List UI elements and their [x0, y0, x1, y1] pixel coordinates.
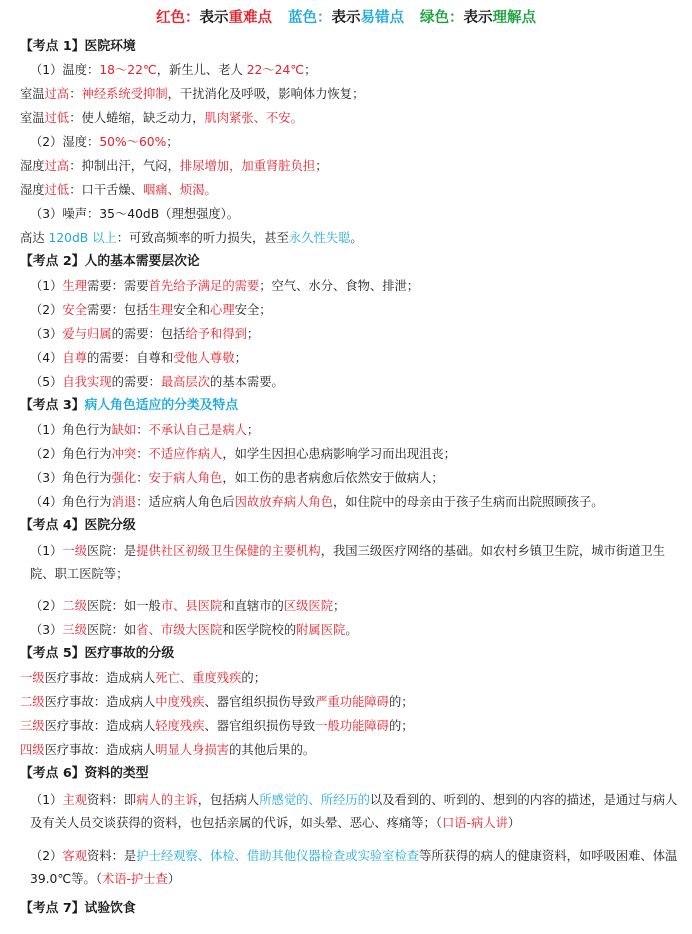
text-segment: ） [167, 872, 181, 886]
text-segment: 安全； [234, 303, 272, 317]
text-line [20, 229, 685, 247]
highlight-red: 生理 [148, 303, 174, 317]
highlight-red: 四级 [20, 743, 45, 757]
text-line [20, 693, 685, 711]
highlight-red: 二级 [20, 695, 45, 709]
highlight-red: 冲突 [111, 447, 137, 461]
text-segment: ：使人蜷缩，缺乏动力， [69, 111, 205, 125]
text-segment: ，如住院中的母亲由于孩子生病而出院照顾孩子。 [333, 495, 604, 509]
text-segment: 室温 [20, 87, 45, 101]
text-segment: ； [333, 599, 346, 613]
text-segment: 的； [388, 719, 414, 733]
highlight-red: 安全 [62, 303, 88, 317]
text-line [30, 540, 680, 586]
text-segment: 医疗事故：造成病人 [44, 695, 156, 709]
text-line [30, 373, 680, 391]
text-line [30, 445, 680, 463]
text-segment: 【考点 2】人的基本需要层次论 [20, 254, 200, 269]
text-segment: 【考点 3】 [20, 398, 85, 413]
highlight-red: 50%～60% [99, 135, 167, 149]
highlight-red: 不承认自己是病人 [148, 423, 247, 437]
highlight-red: 一级 [62, 544, 88, 558]
text-segment: ，我国三级医疗网络的基础。如农村乡镇卫生院，城市街道卫生院、职工医院等； [30, 544, 666, 581]
text-segment: 【考点 5】医疗事故的分级 [20, 646, 175, 661]
highlight-red: 强化 [111, 471, 137, 485]
text-segment: 医院：如一般 [87, 599, 161, 613]
highlight-red: 心理 [210, 303, 235, 317]
text-segment: ； [246, 327, 260, 341]
text-segment: 湿度 [20, 183, 45, 197]
highlight-red: 主观 [62, 793, 88, 807]
text-line [30, 621, 680, 639]
text-line [20, 669, 685, 687]
text-line [30, 61, 680, 79]
text-line [30, 845, 680, 891]
text-segment: （3）噪声：35～40dB（理想强度）。 [30, 207, 240, 221]
legend-red-desc: 表示 [199, 10, 229, 26]
highlight-red: 术语-护士查 [101, 872, 168, 886]
legend-blue-desc: 表示 [331, 10, 361, 26]
highlight-red: 一般功能障碍 [315, 719, 389, 733]
text-segment: ； [234, 351, 247, 365]
text-segment: （2） [30, 849, 63, 863]
text-segment: 资料：即 [87, 793, 137, 807]
text-line [30, 789, 680, 835]
highlight-red: 过高 [44, 87, 70, 101]
text-line [30, 597, 680, 615]
text-segment: 的其他后果的。 [229, 743, 316, 757]
text-segment: ，新生儿、老人 [156, 63, 247, 77]
highlight-red: 爱与归属 [62, 327, 112, 341]
text-segment: （5） [30, 375, 63, 389]
text-segment: 的需要：包括 [111, 327, 186, 341]
legend-blue-label: 蓝色： [288, 10, 332, 26]
highlight-red: 缺如 [111, 423, 137, 437]
text-line [30, 325, 680, 343]
text-segment: 等所获得的病人的健康资料，如呼吸困难、体温 39.0℃等。（ [30, 849, 678, 886]
text-segment: （1）角色行为 [30, 423, 112, 437]
text-segment: 。 [350, 231, 363, 245]
text-segment: ，包括病人 [197, 793, 260, 807]
text-segment: 医疗事故：造成病人 [44, 719, 156, 733]
section-heading [20, 765, 685, 783]
text-segment: ，如学生因担心患病影响学习而出现沮丧； [222, 447, 456, 461]
text-segment: ： [136, 447, 149, 461]
legend-green-value: 理解点 [492, 10, 536, 26]
text-line [30, 205, 680, 223]
text-line [30, 133, 680, 151]
text-segment: ： [136, 423, 149, 437]
text-segment: ： [136, 471, 149, 485]
text-segment: 和医学院校的 [222, 623, 297, 637]
text-segment: （1） [30, 279, 63, 293]
text-segment: 的需要：自尊和 [87, 351, 174, 365]
text-line [30, 349, 680, 367]
highlight-red: 最高层次 [160, 375, 211, 389]
text-segment: 湿度 [20, 159, 45, 173]
text-segment: 的； [241, 671, 266, 685]
text-segment: 需要：包括 [87, 303, 149, 317]
text-segment: （1） [30, 793, 63, 807]
highlight-red: 神经系统受抑制 [81, 87, 168, 101]
highlight-red: 明显人身损害 [155, 743, 230, 757]
text-segment: 医院：是 [87, 544, 137, 558]
highlight-red: 18～22℃ [99, 63, 157, 77]
legend-red-label: 红色： [156, 10, 200, 26]
text-segment: 、器官组织损伤导致 [204, 719, 316, 733]
text-segment: 、器官组织损伤导致 [204, 695, 316, 709]
highlight-blue: 所感觉的、所经历的 [259, 793, 370, 807]
section-heading [20, 397, 685, 415]
text-line [20, 717, 685, 735]
highlight-red: 一级 [20, 671, 45, 685]
text-segment: 需要：需要 [87, 279, 149, 293]
text-segment: （1）温度： [30, 63, 100, 77]
highlight-red: 严重功能障碍 [315, 695, 389, 709]
highlight-red: 三级 [20, 719, 45, 733]
legend-green-label: 绿色： [420, 10, 464, 26]
highlight-blue: 病人角色适应的分类及特点 [84, 398, 239, 413]
text-segment: 【考点 4】医院分级 [20, 518, 136, 533]
text-line [20, 157, 685, 175]
text-segment: 以及看到的、听到的、想到的内容的描述，是通过与病人及有关人员交谈获得的资料，也包括亲属的代诉，如头晕、恶心、疼痛等；（ [30, 793, 678, 830]
text-segment: ：适应病人角色后 [136, 495, 235, 509]
section-heading [20, 253, 685, 271]
highlight-blue: 永久性失聪 [288, 231, 351, 245]
highlight-red: 排尿增加，加重肾脏负担 [179, 159, 316, 173]
highlight-red: 首先给予满足的需要 [148, 279, 260, 293]
text-segment: 。 [345, 623, 358, 637]
color-legend [0, 6, 692, 27]
highlight-red: 自我实现 [62, 375, 112, 389]
highlight-red: 提供社区初级卫生保健的主要机构 [136, 544, 321, 558]
highlight-red: 客观 [62, 849, 88, 863]
text-segment: 室温 [20, 111, 45, 125]
legend-green-desc: 表示 [463, 10, 493, 26]
text-segment: ：抑制出汗，气闷， [69, 159, 180, 173]
highlight-red: 给予和得到 [185, 327, 247, 341]
text-segment: ，干扰消化及呼吸，影响体力恢复； [167, 87, 365, 101]
text-segment: ：口干舌燥、 [69, 183, 144, 197]
highlight-red: 22～24℃ [246, 63, 305, 77]
highlight-red: 过低 [44, 183, 70, 197]
section-heading [20, 900, 685, 918]
text-segment: 医院：如 [87, 623, 137, 637]
text-line [20, 181, 685, 199]
text-segment: 【考点 7】试验饮食 [20, 901, 136, 916]
section-heading [20, 517, 685, 535]
text-line [30, 421, 680, 439]
highlight-red: 口语-病人讲 [441, 816, 508, 830]
highlight-red: 二级 [62, 599, 88, 613]
highlight-red: 自尊 [62, 351, 88, 365]
text-segment: ： [69, 87, 82, 101]
highlight-red: 肌肉紧张、不安。 [204, 111, 303, 125]
highlight-red: 病人的主诉 [136, 793, 198, 807]
highlight-red: 咽痛、烦渴。 [143, 183, 217, 197]
highlight-red: 中度残疾 [155, 695, 205, 709]
text-segment: 【考点 6】资料的类型 [20, 766, 149, 781]
text-line [30, 277, 680, 295]
text-line [20, 85, 685, 103]
text-segment: （3） [30, 327, 63, 341]
highlight-red: 附属医院 [296, 623, 346, 637]
text-segment: （4）角色行为 [30, 495, 112, 509]
text-segment: ：可致高频率的听力损失，甚至 [116, 231, 289, 245]
highlight-red: 受他人尊敬 [173, 351, 235, 365]
text-line [30, 493, 680, 511]
highlight-red: 死亡、重度残疾 [155, 671, 242, 685]
text-segment: ，如工伤的患者病愈后依然安于做病人； [222, 471, 444, 485]
section-heading [20, 645, 685, 663]
text-line [20, 109, 685, 127]
text-segment: 和直辖市的 [222, 599, 284, 613]
text-segment: （2）角色行为 [30, 447, 112, 461]
highlight-blue: 120dB 以上 [48, 231, 117, 245]
highlight-red: 市、县医院 [160, 599, 223, 613]
text-segment: （2） [30, 599, 63, 613]
text-segment: （3）角色行为 [30, 471, 112, 485]
text-segment: 医疗事故：造成病人 [44, 743, 156, 757]
text-segment: 资料：是 [87, 849, 137, 863]
text-segment: 【考点 1】医院环境 [20, 39, 136, 54]
text-segment: 高达 [20, 231, 49, 245]
highlight-red: 生理 [62, 279, 88, 293]
legend-blue-value: 易错点 [360, 10, 404, 26]
text-segment: ； [246, 423, 260, 437]
text-segment: 医疗事故：造成病人 [44, 671, 156, 685]
text-segment: （4） [30, 351, 63, 365]
text-segment: ； [304, 63, 317, 77]
text-segment: （1） [30, 544, 63, 558]
highlight-red: 轻度残疾 [155, 719, 205, 733]
text-segment: ；空气、水分、食物、排泄； [259, 279, 420, 293]
text-segment: ； [166, 135, 179, 149]
text-segment: 安全和 [173, 303, 211, 317]
text-line [30, 469, 680, 487]
highlight-red: 省、市级大医院 [136, 623, 223, 637]
highlight-red: 区级医院 [283, 599, 334, 613]
highlight-red: 因故放弃病人角色 [234, 495, 333, 509]
text-segment: ； [315, 159, 328, 173]
section-heading [20, 38, 685, 56]
text-line [20, 741, 685, 759]
text-segment: 的基本需要。 [210, 375, 284, 389]
highlight-red: 安于病人角色 [148, 471, 223, 485]
text-segment: ） [507, 816, 521, 830]
highlight-red: 过低 [44, 111, 70, 125]
legend-red-value: 重难点 [228, 10, 272, 26]
highlight-red: 不适应作病人 [148, 447, 223, 461]
highlight-red: 三级 [62, 623, 88, 637]
highlight-red: 消退 [111, 495, 137, 509]
text-segment: 的； [388, 695, 414, 709]
text-line [30, 301, 680, 319]
text-segment: （2）湿度： [30, 135, 100, 149]
highlight-blue: 护士经观察、体检、借助其他仪器检查或实验室检查 [136, 849, 420, 863]
text-segment: （3） [30, 623, 63, 637]
highlight-red: 过高 [44, 159, 70, 173]
text-segment: 的需要： [111, 375, 161, 389]
text-segment: （2） [30, 303, 63, 317]
